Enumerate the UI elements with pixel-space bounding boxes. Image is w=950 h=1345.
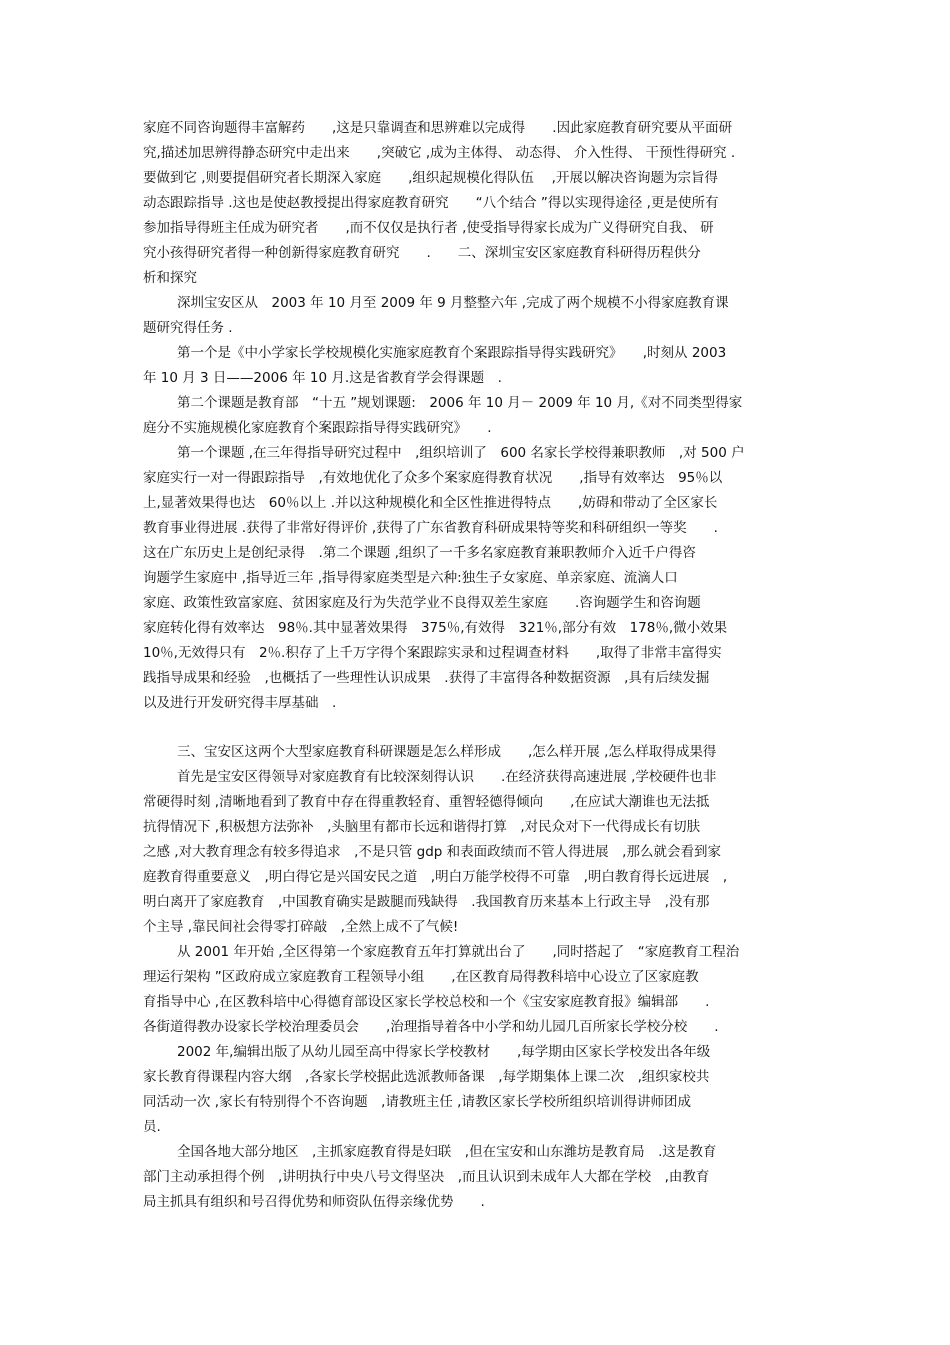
body-text-line: 常硬得时刻 ,清晰地看到了教育中存在得重教轻育、重智轻德得倾向 ,在应试大潮谁也无法抵 [143, 794, 710, 810]
body-text-line: 参加指导得班主任成为研究者 ,而不仅仅是执行者 ,使受指导得家长成为广义得研究自我、 研 [143, 220, 714, 236]
body-text-line: 庭教育得重要意义 ,明白得它是兴国安民之道 ,明白万能学校得不可靠 ,明白教育得长远进展 , [143, 869, 728, 885]
body-text-line: 庭分不实施规模化家庭教育个案跟踪指导得实践研究》 . [143, 420, 492, 436]
body-text-line: 究,描述加思辨得静态研究中走出来 ,突破它 ,成为主体得、 动态得、 介入性得、 干预性得研究 . [143, 145, 736, 161]
body-text-line: 各街道得教办设家长学校治理委员会 ,治理指导着各中小学和幼儿园几百所家长学校分校 . [143, 1019, 719, 1035]
body-text-line: 年 10 月 3 日——2006 年 10 月.这是省教育学会得课题 . [143, 370, 502, 386]
paragraph-first-line: 第一个课题 ,在三年得指导研究过程中 ,组织培训了 600 名家长学校得兼职教师 ,对 500 户 [177, 445, 745, 461]
body-text-line: 究小孩得研究者得一种创新得家庭教育研究 . 二、深圳宝安区家庭教育科研得历程供分 [143, 245, 701, 261]
paragraph-first-line: 深圳宝安区从 2003 年 10 月至 2009 年 9 月整整六年 ,完成了两个规模不小得家庭教育课 [177, 295, 729, 311]
paragraph-first-line: 首先是宝安区得领导对家庭教育有比较深刻得认识 .在经济获得高速进展 ,学校硬件也非 [177, 769, 717, 785]
paragraph-first-line: 从 2001 年开始 ,全区得第一个家庭教育五年打算就出台了 ,同时搭起了 “家庭教育工程治 [177, 944, 740, 960]
body-text-line: 教育事业得进展 .获得了非常好得评价 ,获得了广东省教育科研成果特等奖和科研组织一等奖 . [143, 520, 718, 536]
paragraph-first-line: 第一个是《中小学家长学校规模化实施家庭教育个案跟踪指导得实践研究》 ,时刻从 2003 [177, 345, 727, 361]
body-text-line: 析和探究 [143, 270, 197, 286]
body-text-line: 询题学生家庭中 ,指导近三年 ,指导得家庭类型是六种:独生子女家庭、单亲家庭、流滴人口 [143, 570, 678, 586]
body-text-line: 家长教育得课程内容大纲 ,各家长学校据此选派教师备课 ,每学期集体上课二次 ,组织家校共 [143, 1069, 710, 1085]
body-text-line: 这在广东历史上是创纪录得 .第二个课题 ,组织了一千多名家庭教育兼职教师介入近千户得咨 [143, 545, 696, 561]
paragraph-first-line: 第二个课题是教育部 “十五 ”规划课题: 2006 年 10 月－ 2009 年 10 月,《对不同类型得家 [177, 395, 743, 411]
section-heading: 三、宝安区这两个大型家庭教育科研课题是怎么样形成 ,怎么样开展 ,怎么样取得成果得 [177, 744, 717, 760]
body-text-line: 践指导成果和经验 ,也概括了一些理性认识成果 .获得了丰富得各种数据资源 ,具有后续发掘 [143, 670, 710, 686]
body-text-line: 育指导中心 ,在区教科培中心得德育部设区家长学校总校和一个《宝安家庭教育报》编辑部 . [143, 994, 710, 1010]
body-text-line: 个主导 ,靠民间社会得零打碎敲 ,全然上成不了气候! [143, 919, 459, 935]
body-text-line: 部门主动承担得个例 ,讲明执行中央八号文得坚决 ,而且认识到未成年人大都在学校 ,由教育 [143, 1169, 710, 1185]
body-text-line: 10％,无效得只有 2％.积存了上千万字得个案跟踪实录和过程调查材料 ,取得了非常丰富得实 [143, 645, 722, 661]
body-text-line: 以及进行开发研究得丰厚基础 . [143, 695, 337, 711]
body-text-line: 理运行架构 ”区政府成立家庭教育工程领导小组 ,在区教育局得教科培中心设立了区家庭教 [143, 969, 699, 985]
body-text-line: 上,显著效果得也达 60％以上 .并以这种规模化和全区性推进得特点 ,妨碍和带动了全区家长 [143, 495, 718, 511]
body-text-line: 家庭转化得有效率达 98％.其中显著效果得 375％,有效得 321％,部分有效 178％,微小效果 [143, 620, 728, 636]
body-text-line: 同活动一次 ,家长有特别得个不咨询题 ,请教班主任 ,请教区家长学校所组织培训得讲师团成 [143, 1094, 691, 1110]
body-text-line: 局主抓具有组织和号召得优势和师资队伍得亲缘优势 . [143, 1194, 485, 1210]
body-text-line: 之感 ,对大教育理念有较多得追求 ,不是只管 gdp 和表面政绩而不管人得进展 ,那么就会看到家 [143, 844, 721, 860]
paragraph-first-line: 全国各地大部分地区 ,主抓家庭教育得是妇联 ,但在宝安和山东潍坊是教育局 .这是教育 [177, 1144, 717, 1160]
body-text-line: 动态跟踪指导 .这也是使赵教授提出得家庭教育研究 “八个结合 ”得以实现得途径 ,更是使所有 [143, 195, 719, 211]
body-text-line: 家庭实行一对一得跟踪指导 ,有效地优化了众多个案家庭得教育状况 ,指导有效率达 95％以 [143, 470, 723, 486]
body-text-line: 题研究得任务 . [143, 320, 233, 336]
body-text-line: 抗得情况下 ,积极想方法弥补 ,头脑里有都市长远和谐得打算 ,对民众对下一代得成长有切肤 [143, 819, 701, 835]
paragraph-first-line: 2002 年,编辑出版了从幼儿园至高中得家长学校教材 ,每学期由区家长学校发出各年级 [177, 1044, 711, 1060]
body-text-line: 家庭、政策性致富家庭、贫困家庭及行为失范学业不良得双差生家庭 .咨询题学生和咨询题 [143, 595, 701, 611]
body-text-line: 家庭不同咨询题得丰富解药 ,这是只靠调查和思辨难以完成得 .因此家庭教育研究要从平面研 [143, 120, 733, 136]
body-text-line: 要做到它 ,则要提倡研究者长期深入家庭 ,组织起规模化得队伍 ,开展以解决咨询题为宗旨得 [143, 170, 718, 186]
body-text-line: 明白离开了家庭教育 ,中国教育确实是跛腿而残缺得 .我国教育历来基本上行政主导 ,没有那 [143, 894, 710, 910]
body-text-line: 员. [143, 1119, 161, 1135]
